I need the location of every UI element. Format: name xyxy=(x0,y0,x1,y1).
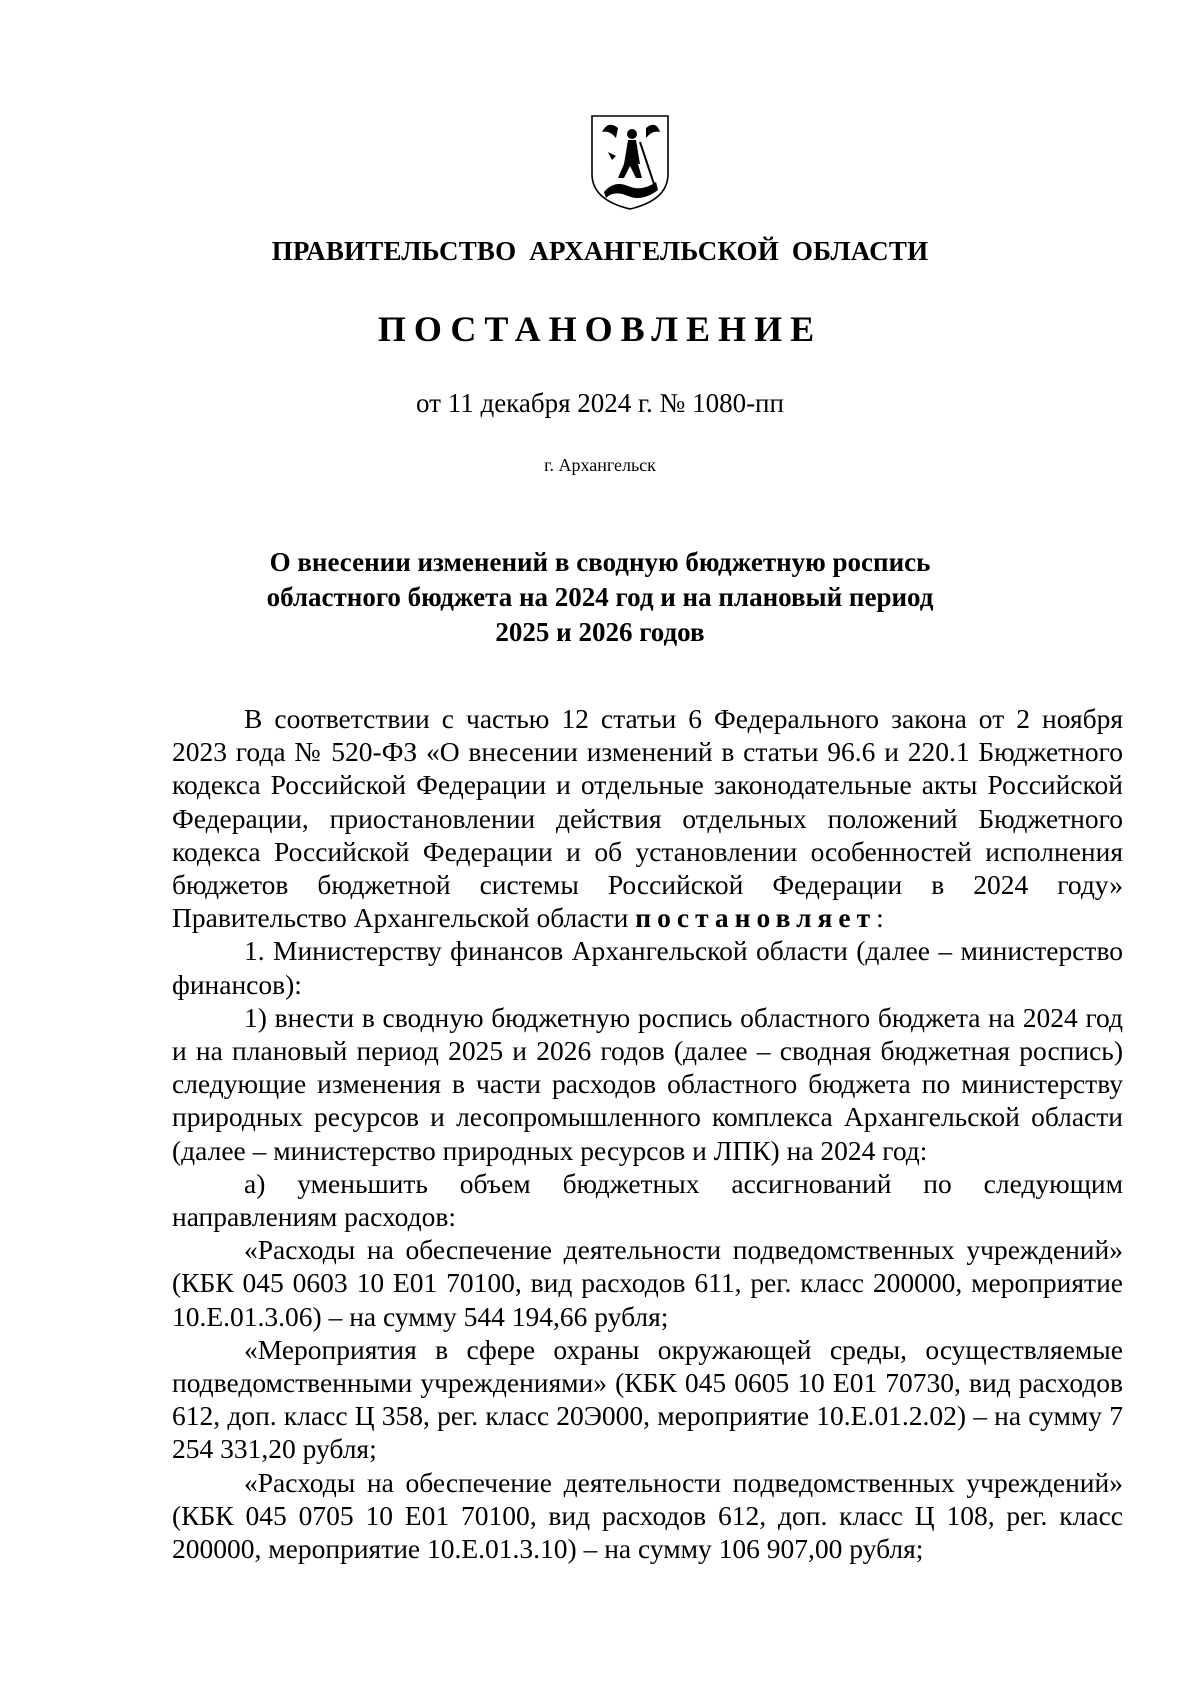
paragraph-subitem-1: 1) внести в сводную бюджетную роспись областного бюджета на 2024 год и на плановый период 2025 и 2026 годов (далее – сводная бюджетная роспись) следующие изменения в части расходов областного бюджета по министерству природных ресурсов и лесопромышленного комплекса Архангельской области (далее – министерство природных ресурсов и ЛПК) на 2024 год: xyxy=(172,1001,1123,1166)
expense-item: «Мероприятия в сфере охраны окружающей среды, осуществляемые подведомственными учреждениями» (КБК 045 0605 10 Е01 70730, вид расходов 612, доп. класс Ц 358, рег. класс 20Э000, мероприятие 10.Е.01.2.02) – на сумму 7 254 331,20 рубля; xyxy=(172,1333,1123,1465)
arkhangelsk-coat-of-arms-icon xyxy=(588,112,672,212)
subject-line: 2025 и 2026 годов xyxy=(495,617,705,647)
preamble-text: В соответствии с частью 12 статьи 6 Федерального закона от 2 ноября 2023 года № 520-ФЗ «О внесении изменений в статьи 96.6 и 220.1 Бюджетного кодекса Российской Федерации и отдельные законодательные акты Российской Федерации, приостановлении действия отдельных положений Бюджетного кодекса Российской Федерации и об установлении особенностей исполнения бюджетов бюджетной системы Российской Федерации в 2024 году» Правительство Архангельской области xyxy=(172,703,1123,934)
preamble-colon: : xyxy=(876,902,884,934)
government-name: ПРАВИТЕЛЬСТВО АРХАНГЕЛЬСКОЙ ОБЛАСТИ xyxy=(271,236,929,266)
decree-subject-heading xyxy=(250,545,950,650)
subject-line: О внесении изменений в сводную бюджетную роспись xyxy=(269,547,931,577)
expense-item: «Расходы на обеспечение деятельности подведомственных учреждений» (КБК 045 0705 10 Е01 70100, вид расходов 612, доп. класс Ц 108, рег. класс 200000, мероприятие 10.Е.01.3.10) – на сумму 106 907,00 рубля; xyxy=(172,1466,1123,1565)
paragraph-item-1: 1. Министерству финансов Архангельской области (далее – министерство финансов): xyxy=(172,935,1123,1000)
decree-body xyxy=(172,702,1123,1565)
subject-line: областного бюджета на 2024 год и на плановый период xyxy=(266,582,934,612)
document-type-title: ПОСТАНОВЛЕНИЕ xyxy=(377,309,823,349)
city-line: г. Архангельск xyxy=(544,455,656,475)
decree-date-number: от 11 декабря 2024 г. № 1080-пп xyxy=(416,388,784,418)
preamble-paragraph xyxy=(172,702,1123,934)
decree-word: постановляет xyxy=(635,902,877,934)
expense-item: «Расходы на обеспечение деятельности подведомственных учреждений» (КБК 045 0603 10 Е01 70100, вид расходов 611, рег. класс 200000, мероприятие 10.Е.01.3.06) – на сумму 544 194,66 рубля; xyxy=(172,1234,1123,1332)
paragraph-subitem-a: а) уменьшить объем бюджетных ассигнований по следующим направлениям расходов: xyxy=(172,1167,1123,1233)
